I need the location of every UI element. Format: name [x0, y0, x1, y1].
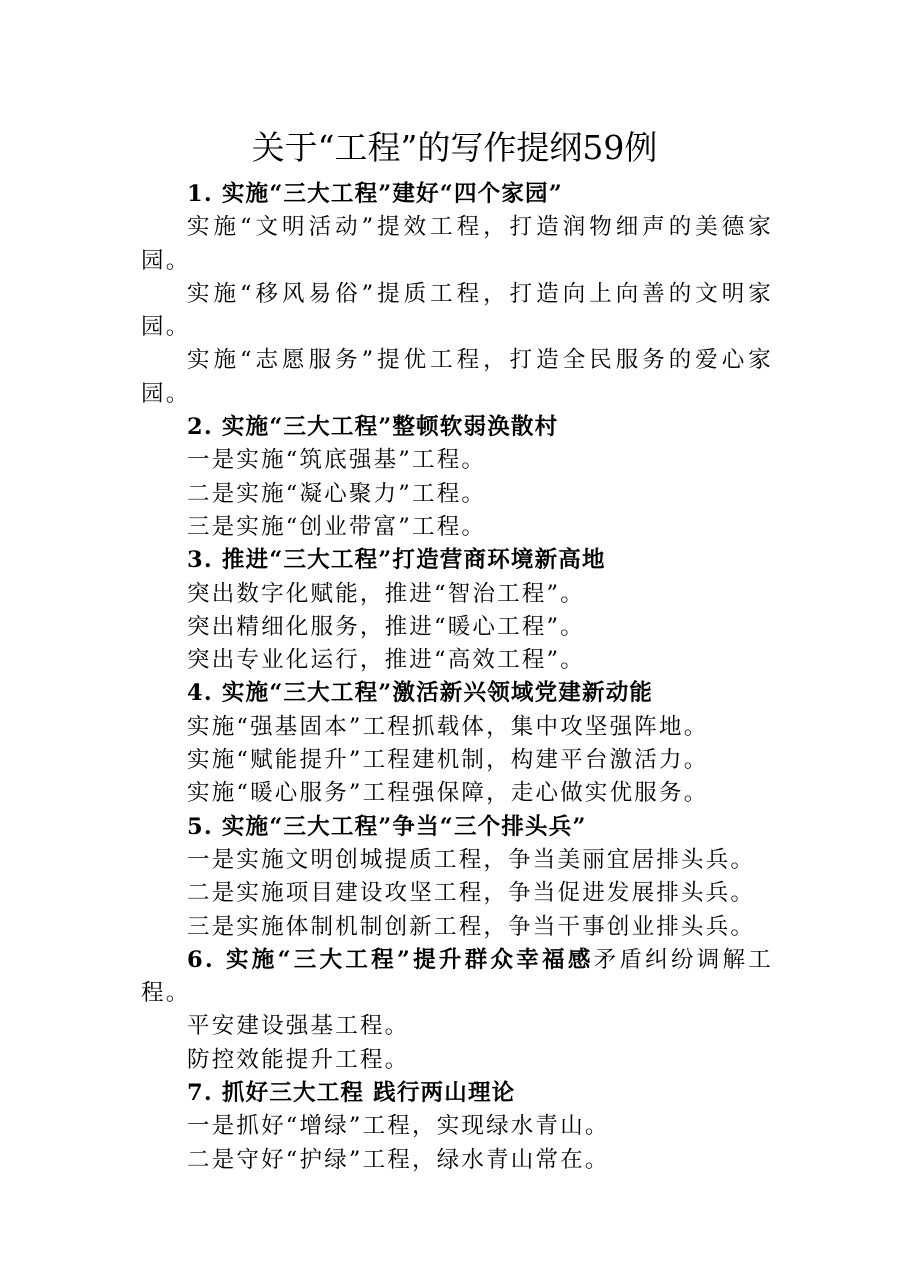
- section-1-item-3: 实施“志愿服务”提优工程，打造全民服务的爱心家园。: [141, 347, 773, 407]
- section-2-heading: 2. 实施“三大工程”整顿软弱涣散村: [187, 414, 559, 441]
- section-3-item-1: 突出数字化赋能，推进“智治工程”。: [187, 580, 585, 607]
- section-3-item-2: 突出精细化服务，推进“暖心工程”。: [187, 613, 585, 640]
- section-4-item-2: 实施“赋能提升”工程建机制，构建平台激活力。: [187, 747, 709, 774]
- section-6-heading: 6. 实施“三大工程”提升群众幸福感: [187, 946, 594, 973]
- section-2-item-1: 一是实施“筑底强基”工程。: [187, 447, 487, 474]
- section-6-heading-line: [141, 944, 773, 1011]
- section-6-item-2: 防控效能提升工程。: [187, 1046, 410, 1073]
- section-1-item-2: 实施“移风易俗”提质工程，打造向上向善的文明家园。: [141, 280, 773, 341]
- section-6-heading-tail: 矛盾纠纷调解工程。: [141, 946, 773, 1007]
- section-4-item-3: 实施“暖心服务”工程强保障，走心做实优服务。: [187, 780, 709, 807]
- section-5-item-3: 三是实施体制机制创新工程，争当干事创业排头兵。: [187, 913, 756, 940]
- section-4-heading: 4. 实施“三大工程”激活新兴领域党建新动能: [187, 680, 654, 707]
- section-7-heading: 7. 抓好三大工程 践行两山理论: [187, 1080, 516, 1107]
- section-7-item-2: 二是守好“护绿”工程，绿水青山常在。: [187, 1146, 610, 1173]
- section-5-item-1: 一是实施文明创城提质工程，争当美丽宜居排头兵。: [187, 846, 756, 873]
- section-2-item-2: 二是实施“凝心聚力”工程。: [187, 480, 487, 507]
- section-6-item-1: 平安建设强基工程。: [187, 1013, 410, 1040]
- section-4-item-1: 实施“强基固本”工程抓载体，集中攻坚强阵地。: [187, 713, 709, 740]
- document-title: 关于“工程”的写作提纲59例: [251, 128, 658, 167]
- section-5-heading: 5. 实施“三大工程”争当“三个排头兵”: [187, 813, 587, 840]
- section-1-heading: 1. 实施“三大工程”建好“四个家园”: [187, 181, 563, 207]
- section-1-item-1: 实施“文明活动”提效工程，打造润物细声的美德家园。: [141, 214, 773, 274]
- section-5-item-2: 二是实施项目建设攻坚工程，争当促进发展排头兵。: [187, 880, 756, 907]
- document-body: [141, 178, 773, 1177]
- section-2-item-3: 三是实施“创业带富”工程。: [187, 513, 487, 540]
- section-3-item-3: 突出专业化运行，推进“高效工程”。: [187, 647, 585, 674]
- section-7-item-1: 一是抓好“增绿”工程，实现绿水青山。: [187, 1113, 610, 1140]
- section-3-heading: 3. 推进“三大工程”打造营商环境新高地: [187, 547, 606, 574]
